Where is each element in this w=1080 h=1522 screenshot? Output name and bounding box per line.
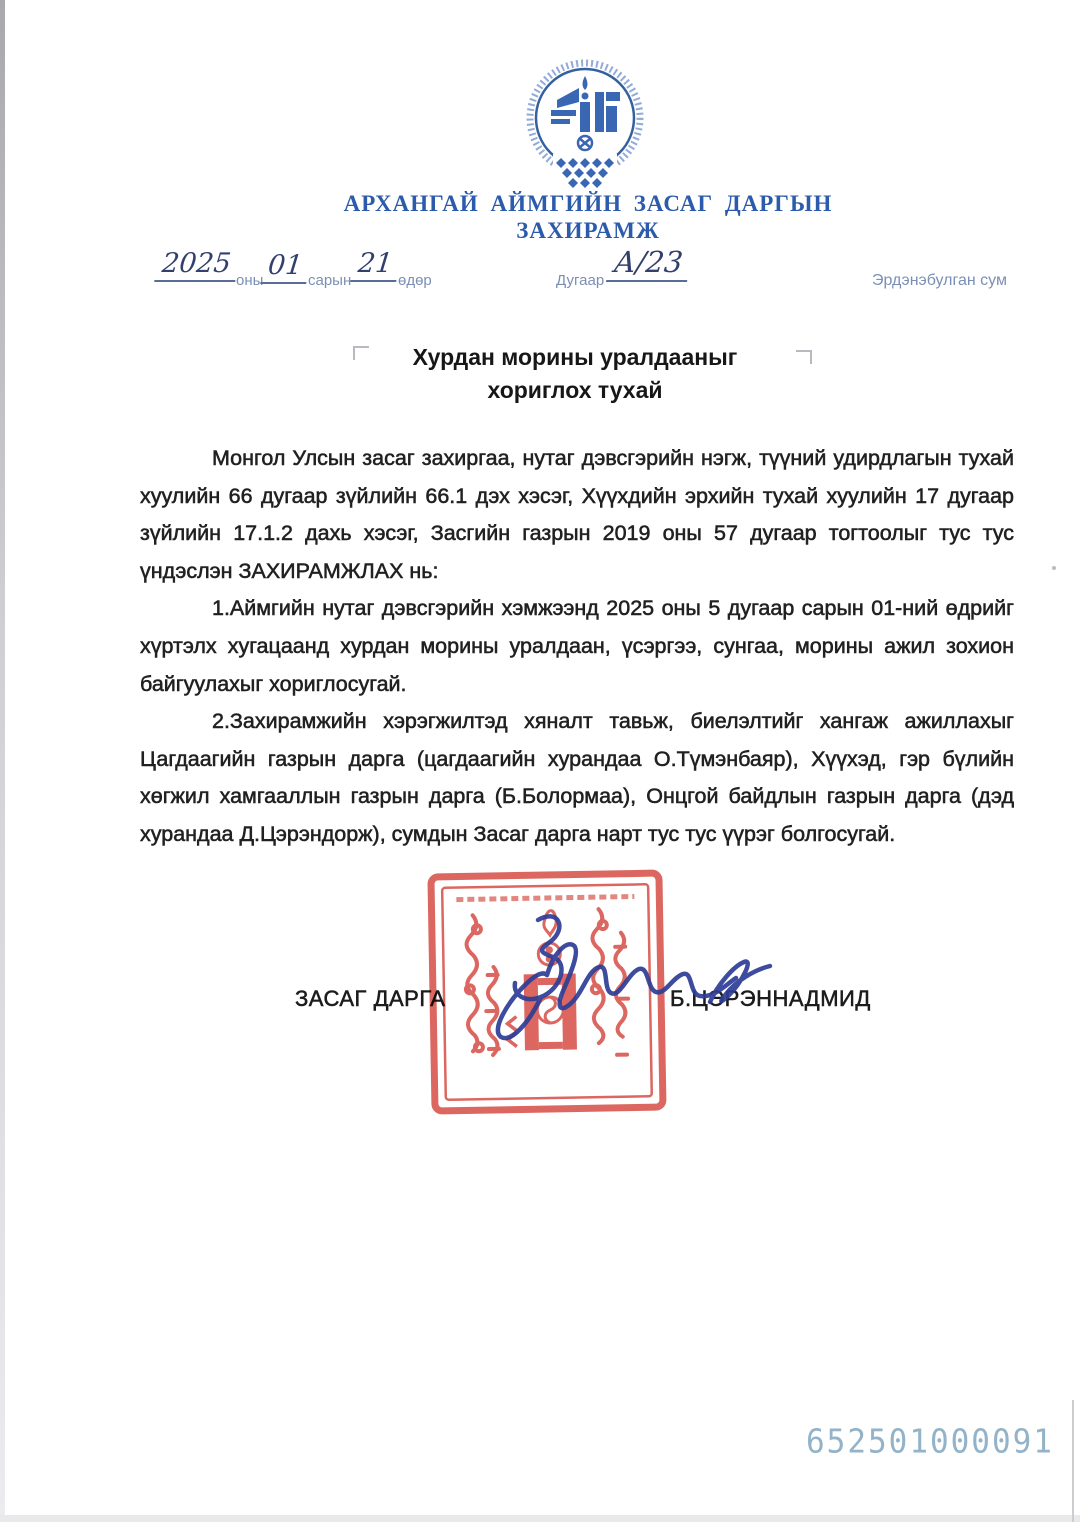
date-year-value: 2025 — [154, 248, 238, 282]
subject-title — [330, 341, 820, 407]
date-year-label: оны — [236, 272, 264, 289]
subject-line1: Хурдан морины уралдааныг — [412, 344, 738, 370]
body-paragraph-clause-1: 1.Аймгийн нутаг дэвсгэрийн хэмжээнд 2025 оны 5 дугаар сарын 01-ний өдрийг хүртэлх хугацаанд хурдан морины уралдаан, үсэргээ, сунгаа, морины ажил зохион байгуулахыг хориглосугай. — [140, 596, 1014, 696]
location-text: Эрдэнэбулган сум — [872, 272, 1007, 289]
org-name-line1: АРХАНГАЙ АЙМГИЙН ЗАСАГ ДАРГЫН — [343, 191, 833, 216]
org-name — [338, 190, 838, 244]
body-paragraph-clause-2: 2.Захирамжийн хэрэгжилтэд хяналт тавьж, биелэлтийг хангаж ажиллахыг Цагдаагийн газрын дарга (цагдаагийн хурандаа О.Түмэнбаяр), Хүүхэд, гэр бүлийн хөгжил хамгааллын газрын дарга (Б.Болормаа), Онцгой байдлын газрын дарга (дэд хурандаа Д.Цэрэндорж), сумдын Засаг дарга нарт тус тус үүрэг болгосугай. — [140, 709, 1014, 846]
date-month-value: 01 — [260, 250, 310, 284]
date-day-label: өдөр — [398, 272, 432, 289]
scan-edge-left — [0, 0, 5, 1522]
subject-line2: хориглох тухай — [487, 377, 663, 403]
scan-edge-bottom — [0, 1515, 1080, 1522]
date-month-label: сарын — [308, 272, 352, 289]
signer-name: Б.ЦЭРЭННАДМИД — [670, 986, 871, 1011]
body-paragraph-preamble: Монгол Улсын засаг захиргаа, нутаг дэвсгэрийн нэгж, түүний удирдлагын тухай хуулийн 66 дугаар зүйлийн 66.1 дэх хэсэг, Хүүхдийн эрхийн тухай хуулийн 17 дугаар зүйлийн 17.1.2 дахь хэсэг, Засгийн газрын 2019 оны 57 дугаар тогтоолыг тус тус үндэслэн ЗАХИРАМЖЛАХ нь: — [140, 446, 1014, 583]
number-value: А/23 — [606, 245, 691, 282]
aimag-emblem-icon — [521, 58, 649, 192]
date-day-value: 21 — [350, 248, 400, 282]
registration-stamp-number: 652501000091 — [806, 1423, 1054, 1461]
number-label: Дугаар — [556, 272, 605, 289]
decree-body — [140, 440, 1014, 854]
scan-edge-right — [1072, 1400, 1074, 1522]
signer-title: ЗАСАГ ДАРГА — [295, 986, 446, 1011]
signature-icon — [452, 890, 792, 1080]
org-name-line2: ЗАХИРАМЖ — [516, 218, 660, 243]
scan-speck — [1052, 566, 1056, 570]
